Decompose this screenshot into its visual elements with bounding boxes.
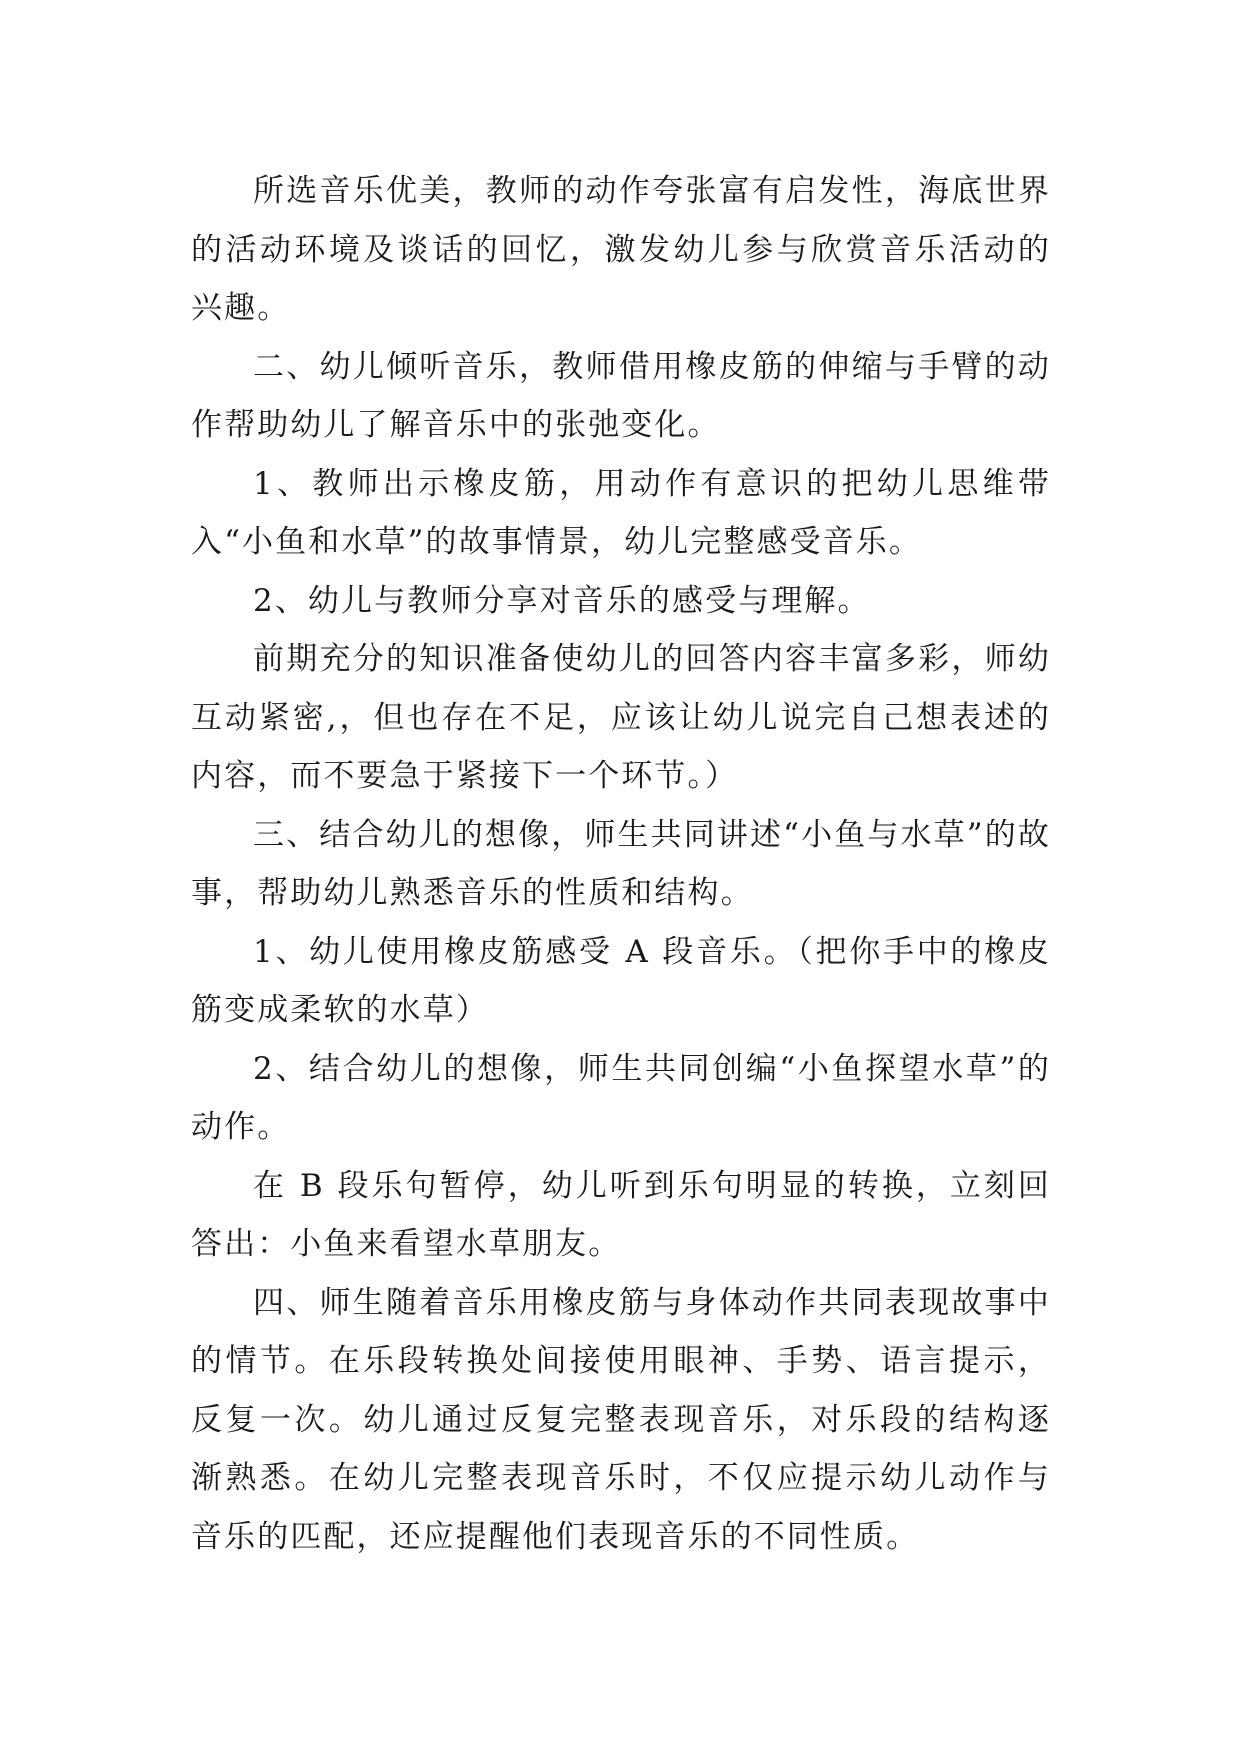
paragraph-step-3-1: 1、幼儿使用橡皮筋感受 A 段音乐。（把你手中的橡皮筋变成柔软的水草） <box>191 933 1051 1028</box>
paragraph-intro-summary: 所选音乐优美，教师的动作夸张富有启发性，海底世界的活动环境及谈话的回忆，激发幼儿参与欣赏音乐活动的兴趣。 <box>191 173 1051 326</box>
paragraph-reflection: 前期充分的知识准备使幼儿的回答内容丰富多彩，师幼互动紧密,，但也存在不足，应该让幼儿说完自己想表述的内容，而不要急于紧接下一个环节。） <box>191 641 1051 794</box>
paragraph-step-3-2: 2、结合幼儿的想像，师生共同创编“小鱼探望水草”的动作。 <box>191 1050 1051 1145</box>
paragraph-step-2-1: 1、教师出示橡皮筋，用动作有意识的把幼儿思维带入“小鱼和水草”的故事情景，幼儿完整感受音乐。 <box>191 465 1051 560</box>
paragraph-step-2-2: 2、幼儿与教师分享对音乐的感受与理解。 <box>253 582 871 619</box>
paragraph-section-three-heading: 三、结合幼儿的想像，师生共同讲述“小鱼与水草”的故事，帮助幼儿熟悉音乐的性质和结构。 <box>191 816 1051 911</box>
paragraph-section-two-heading: 二、幼儿倾听音乐，教师借用橡皮筋的伸缩与手臂的动作帮助幼儿了解音乐中的张弛变化。 <box>191 348 1051 443</box>
paragraph-section-four: 四、师生随着音乐用橡皮筋与身体动作共同表现故事中的情节。在乐段转换处间接使用眼神、手势、语言提示，反复一次。幼儿通过反复完整表现音乐，对乐段的结构逐渐熟悉。在幼儿完整表现音乐时，不仅应提示幼儿动作与音乐的匹配，还应提醒他们表现音乐的不同性质。 <box>191 1284 1051 1555</box>
document-body <box>191 162 1051 1566</box>
paragraph-b-section-note: 在 B 段乐句暂停，幼儿听到乐句明显的转换，立刻回答出：小鱼来看望水草朋友。 <box>191 1167 1051 1262</box>
